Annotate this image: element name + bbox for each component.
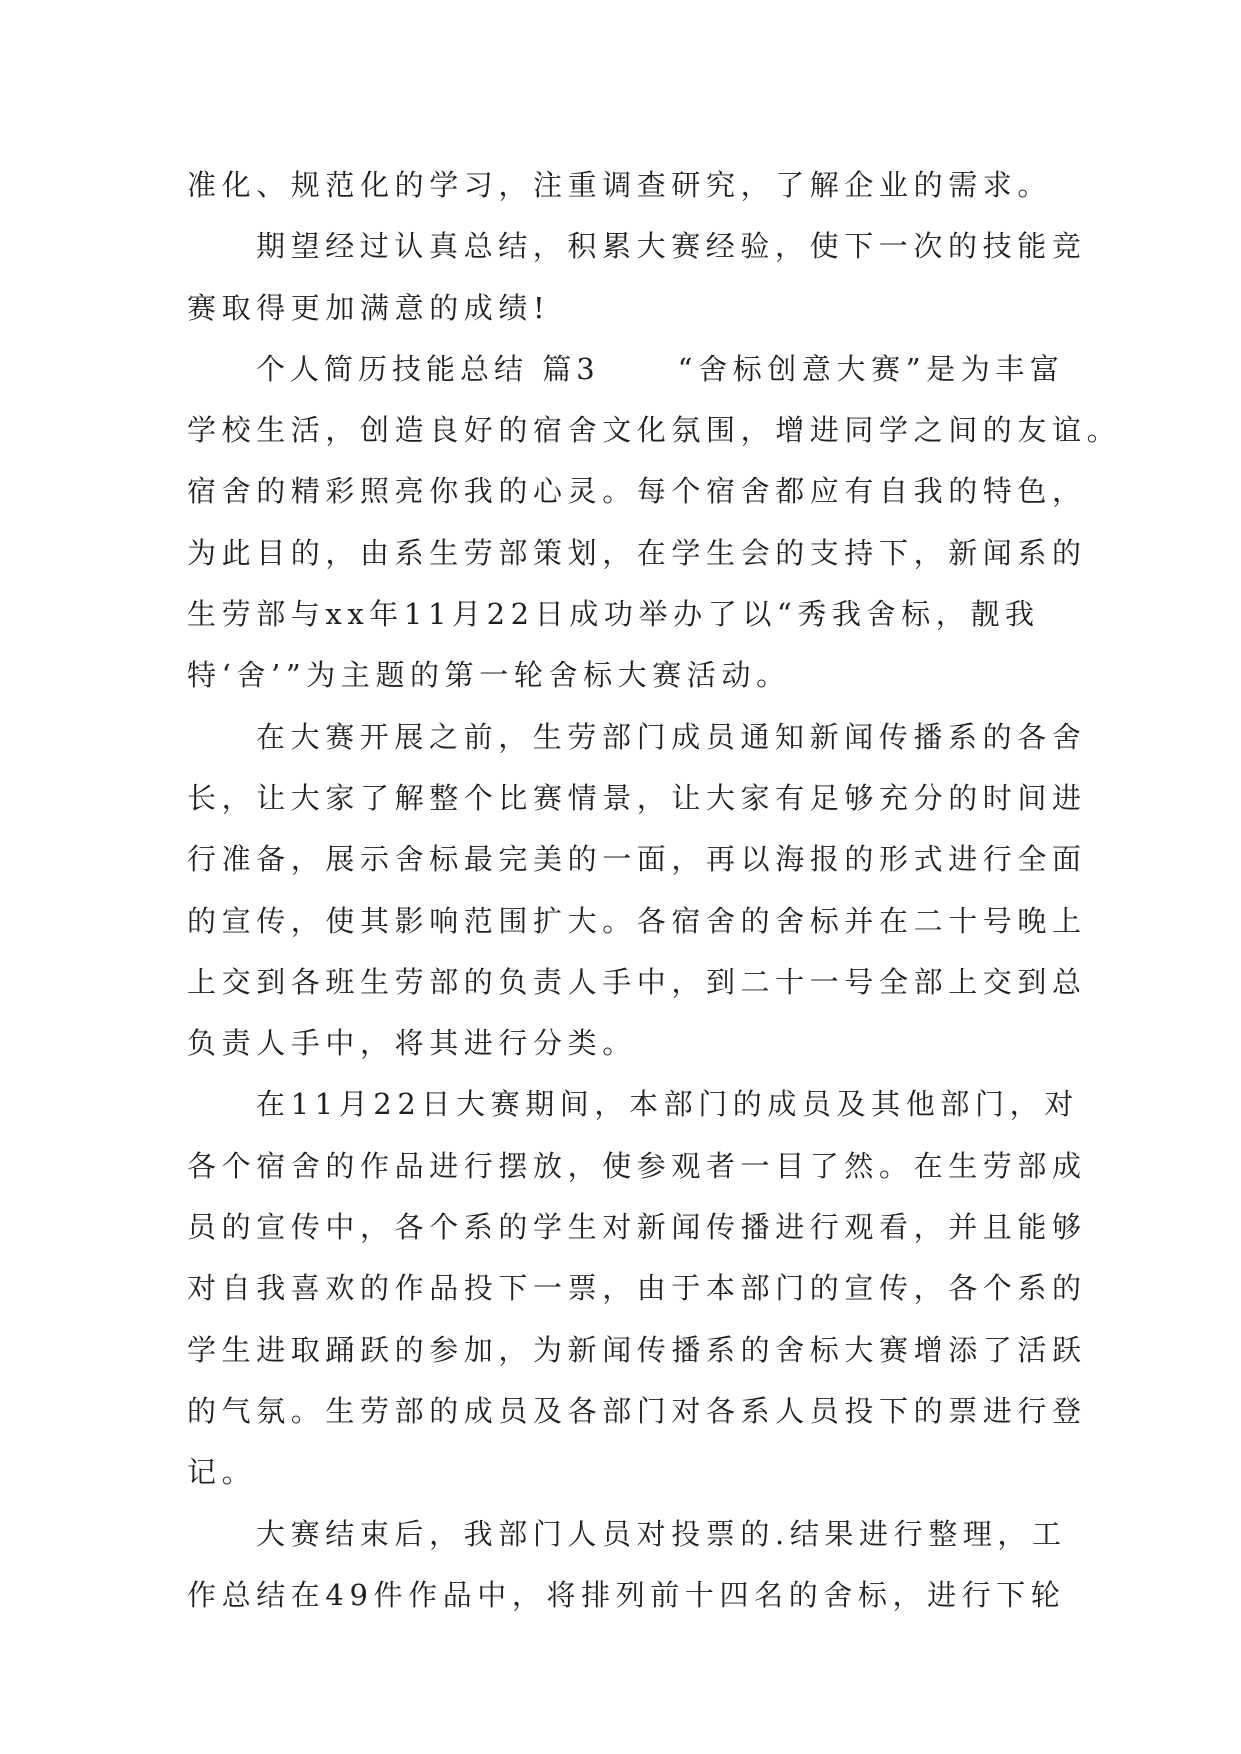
document-body	[187, 155, 1122, 1626]
text-line: 行准备，展示舍标最完美的一面，再以海报的形式进行全面	[187, 842, 1087, 877]
text-line: 学生进取踊跃的参加，为新闻传播系的舍标大赛增添了活跃	[187, 1332, 1087, 1367]
text-line-content: 期望经过认真总结，积累大赛经验，使下一次的技能竞	[256, 229, 1087, 264]
text-line: 的气氛。生劳部的成员及各部门对各系人员投下的票进行登	[187, 1393, 1087, 1428]
text-line: 生劳部与xx年11月22日成功举办了以“秀我舍标，靓我	[187, 597, 1040, 632]
text-line-content: 在大赛开展之前，生劳部门成员通知新闻传播系的各舍	[256, 719, 1087, 754]
text-line: 的宣传，使其影响范围扩大。各宿舍的舍标并在二十号晚上	[187, 903, 1087, 938]
text-line	[187, 707, 1087, 768]
paragraph-4	[187, 707, 1087, 1075]
paragraph-3	[187, 339, 1122, 707]
text-line-content: “舍标创意大赛”是为丰富	[677, 351, 1065, 386]
text-line: 对自我喜欢的作品投下一票，由于本部门的宣传，各个系的	[187, 1271, 1087, 1306]
text-line	[187, 1074, 1079, 1135]
text-line-content: 大赛结束后，我部门人员对投票的.结果进行整理，工	[256, 1516, 1067, 1551]
paragraph-5	[187, 1074, 1087, 1503]
text-line: 学校生活，创造良好的宿舍文化氛围，增进同学之间的友谊。	[187, 413, 1122, 448]
paragraph-1	[187, 155, 1057, 216]
text-line	[187, 216, 1087, 277]
text-line: 上交到各班生劳部的负责人手中，到二十一号全部上交到总	[187, 964, 1087, 999]
section-heading: 个人简历技能总结 篇3	[256, 351, 600, 386]
text-line: 记。	[187, 1455, 257, 1490]
text-line: 长，让大家了解整个比赛情景，让大家有足够充分的时间进	[187, 780, 1087, 815]
text-line: 负责人手中，将其进行分类。	[187, 1026, 637, 1061]
text-line	[187, 339, 1065, 400]
text-line: 准化、规范化的学习，注重调查研究，了解企业的需求。	[187, 168, 1053, 202]
text-line: 作总结在49件作品中，将排列前十四名的舍标，进行下轮	[187, 1577, 1066, 1612]
text-line	[187, 1504, 1067, 1565]
text-line: 赛取得更加满意的成绩!	[187, 290, 551, 325]
text-line: 为此目的，由系生劳部策划，在学生会的支持下，新闻系的	[187, 535, 1087, 570]
text-line: 宿舍的精彩照亮你我的心灵。每个宿舍都应有自我的特色，	[187, 474, 1087, 509]
text-line: 员的宣传中，各个系的学生对新闻传播进行观看，并且能够	[187, 1210, 1087, 1245]
text-line: 各个宿舍的作品进行摆放，使参观者一目了然。在生劳部成	[187, 1148, 1087, 1183]
text-line-content: 在11月22日大赛期间，本部门的成员及其他部门，对	[256, 1087, 1079, 1122]
paragraph-6	[187, 1504, 1067, 1627]
text-line: 特‘舍’”为主题的第一轮舍标大赛活动。	[187, 658, 791, 693]
paragraph-2	[187, 216, 1087, 339]
